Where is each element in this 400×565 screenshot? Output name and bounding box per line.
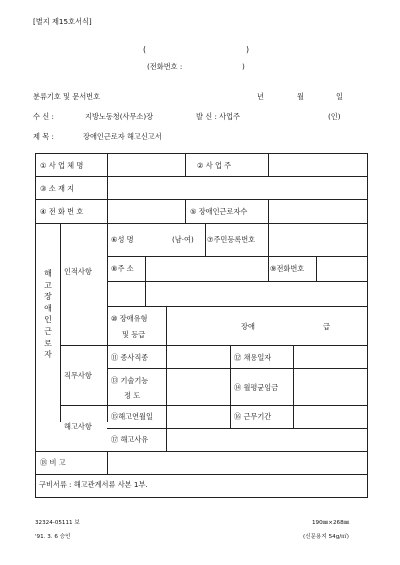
name-label: ⑥성 명 bbox=[111, 235, 134, 244]
address-person-label: ⑧주 소 bbox=[111, 264, 134, 273]
subject-value: 장애인근로자 해고신고서 bbox=[83, 132, 162, 141]
paren-close: ) bbox=[246, 45, 250, 54]
form-code: 32324-05111 보 bbox=[35, 520, 80, 526]
paper-size: 190㎜×268㎜ bbox=[312, 520, 350, 526]
address-label: ③ 소 재 지 bbox=[40, 184, 75, 193]
phone-row-label: ④ 전 화 번 호 bbox=[40, 207, 84, 216]
sex-label: (남·여) bbox=[172, 235, 194, 244]
disabled-count-label: ⑤ 장애인근로자수 bbox=[190, 207, 248, 216]
phone-label: (전화번호 : bbox=[147, 62, 183, 71]
paper-spec: (신문용지 54g/㎡) bbox=[303, 534, 349, 540]
paren-open: ( bbox=[143, 45, 147, 54]
disability-grade-label: 및 등급 bbox=[122, 330, 146, 339]
job-group-label: 직무사항 bbox=[64, 371, 92, 380]
phone-close: ) bbox=[242, 62, 245, 71]
rrn-label: ⑦주민등록번호 bbox=[207, 235, 256, 244]
doc-number-label: 분류기호 및 문서번호 bbox=[33, 92, 101, 101]
work-period-label: ⑯ 근무기간 bbox=[234, 412, 272, 421]
attachment-note: 구비서류 : 해고관계서류 사본 1부. bbox=[39, 480, 148, 489]
skill-label: ⑬ 기술기능 bbox=[111, 376, 149, 385]
tel-person-label: ⑨전화번호 bbox=[270, 264, 305, 273]
disability-text: 장애 bbox=[241, 322, 255, 331]
section-vertical-label: 해 고 장 애 인 근 로 자 bbox=[44, 269, 52, 360]
approval-date: '91. 3. 6 승인 bbox=[35, 534, 71, 540]
seal-label: (인) bbox=[328, 112, 341, 121]
dismissal-reason-label: ⑰ 해고사유 bbox=[111, 435, 149, 444]
day-label: 일 bbox=[336, 92, 343, 101]
remarks-label: ⑱ 비 고 bbox=[40, 458, 66, 467]
recipient-label: 수 신 : bbox=[33, 112, 54, 121]
biz-name-label: ① 사 업 체 명 bbox=[40, 161, 84, 170]
owner-label: ② 사 업 주 bbox=[197, 161, 232, 170]
dismissal-group-label: 해고사항 bbox=[64, 422, 92, 431]
dismissal-date-label: ⑮해고연월일 bbox=[111, 412, 153, 421]
skill-level-label: 정 도 bbox=[124, 391, 141, 400]
wage-label: ⑭ 월평균임금 bbox=[234, 383, 279, 392]
year-label: 년 bbox=[257, 92, 264, 101]
sender-label: 발 신 : 사업주 bbox=[196, 112, 240, 121]
grade-text: 급 bbox=[323, 322, 330, 331]
disability-type-label: ⑩ 장애유형 bbox=[111, 314, 148, 323]
form-number: [별지 제15호서식] bbox=[33, 17, 92, 26]
hire-date-label: ⑫ 채용일자 bbox=[234, 353, 272, 362]
personal-group-label: 인적사항 bbox=[64, 267, 92, 276]
occupation-label: ⑪ 종사직종 bbox=[111, 353, 149, 362]
subject-label: 제 목 : bbox=[33, 132, 54, 141]
recipient-value: 지방노동청(사무소)장 bbox=[85, 112, 154, 121]
month-label: 월 bbox=[297, 92, 304, 101]
